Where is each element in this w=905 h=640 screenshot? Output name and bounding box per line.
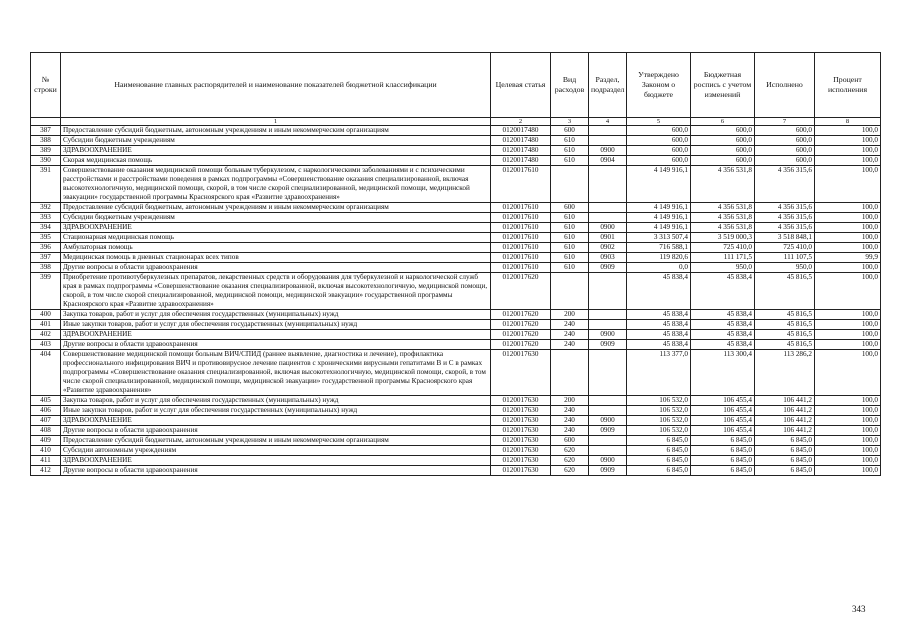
row-number: 391 <box>31 166 61 203</box>
executed-amount: 106 441,2 <box>755 406 815 416</box>
row-number: 406 <box>31 406 61 416</box>
executed-amount: 600,0 <box>755 126 815 136</box>
execution-percent: 100,0 <box>815 340 881 350</box>
row-number: 399 <box>31 273 61 310</box>
row-name: Другие вопросы в области здравоохранения <box>61 466 491 476</box>
row-name: ЗДРАВООХРАНЕНИЕ <box>61 146 491 156</box>
execution-percent: 100,0 <box>815 213 881 223</box>
budget-list-amount: 113 300,4 <box>691 350 755 396</box>
row-name: Другие вопросы в области здравоохранения <box>61 263 491 273</box>
target-article: 0120017480 <box>491 156 551 166</box>
expense-kind: 610 <box>551 146 589 156</box>
expense-kind: 610 <box>551 233 589 243</box>
column-number-cell: 2 <box>491 118 551 126</box>
page-number: 343 <box>852 604 866 614</box>
budget-list-amount: 4 356 531,8 <box>691 166 755 203</box>
execution-percent: 100,0 <box>815 263 881 273</box>
expense-kind: 610 <box>551 243 589 253</box>
section-code <box>589 350 627 396</box>
header-section: Раздел, подраздел <box>589 53 627 118</box>
expense-kind: 240 <box>551 416 589 426</box>
section-code <box>589 446 627 456</box>
row-name: Медицинская помощь в дневных стационарах всех типов <box>61 253 491 263</box>
header-approved: Утверждено Законом о бюджете <box>627 53 691 118</box>
approved-amount: 6 845,0 <box>627 436 691 446</box>
budget-list-amount: 600,0 <box>691 146 755 156</box>
target-article: 0120017480 <box>491 136 551 146</box>
section-code: 0909 <box>589 263 627 273</box>
budget-list-amount: 3 519 000,3 <box>691 233 755 243</box>
execution-percent: 100,0 <box>815 320 881 330</box>
approved-amount: 106 532,0 <box>627 426 691 436</box>
executed-amount: 3 518 848,1 <box>755 233 815 243</box>
budget-list-amount: 4 356 531,8 <box>691 213 755 223</box>
table-row <box>31 396 881 406</box>
table-row <box>31 456 881 466</box>
executed-amount: 4 356 315,6 <box>755 203 815 213</box>
execution-percent: 100,0 <box>815 436 881 446</box>
header-expense-kind: Вид расходов <box>551 53 589 118</box>
approved-amount: 4 149 916,1 <box>627 203 691 213</box>
budget-list-amount: 4 356 531,8 <box>691 223 755 233</box>
executed-amount: 4 356 315,6 <box>755 166 815 203</box>
table-row <box>31 466 881 476</box>
row-name: Приобретение противотуберкулезных препаратов, лекарственных средств и оборудования для туберкулезной и наркологической служб края в рамках подпрограммы «Совершенствование оказания специализированной, включая высокотехнологичную, медицинской помощи, скорой, в том числе скорой специализированной, медицинской помощи, медицинской эвакуации» государственной программы Красноярского края «Развитие здравоохранения» <box>61 273 491 310</box>
target-article: 0120017620 <box>491 273 551 310</box>
row-name: Другие вопросы в области здравоохранения <box>61 426 491 436</box>
table-row <box>31 126 881 136</box>
execution-percent: 100,0 <box>815 203 881 213</box>
row-number: 407 <box>31 416 61 426</box>
row-name: Совершенствование медицинской помощи больным ВИЧ/СПИД (раннее выявление, диагностика и лечение), профилактика профессионального инфицирования ВИЧ и противовирусное лечение пациентов с хроническими вирусными гепатитами В и С в рамках подпрограммы «Совершенствование оказания специализированной, включая высокотехнологичную, медицинской помощи, скорой, в том числе скорой специализированной, медицинской помощи, медицинской эвакуации» государственной программы Красноярского края «Развитие здравоохранения» <box>61 350 491 396</box>
row-number: 408 <box>31 426 61 436</box>
row-number: 405 <box>31 396 61 406</box>
row-name: Субсидии автономным учреждениям <box>61 446 491 456</box>
row-name: Закупка товаров, работ и услуг для обеспечения государственных (муниципальных) нужд <box>61 396 491 406</box>
row-name: ЗДРАВООХРАНЕНИЕ <box>61 456 491 466</box>
execution-percent: 100,0 <box>815 406 881 416</box>
approved-amount: 6 845,0 <box>627 466 691 476</box>
approved-amount: 4 149 916,1 <box>627 223 691 233</box>
table-row <box>31 273 881 310</box>
row-number: 393 <box>31 213 61 223</box>
expense-kind: 610 <box>551 156 589 166</box>
executed-amount: 6 845,0 <box>755 446 815 456</box>
header-row-number: № строки <box>31 53 61 118</box>
target-article: 0120017630 <box>491 426 551 436</box>
section-code <box>589 126 627 136</box>
table-row <box>31 156 881 166</box>
header-budget-list: Бюджетная роспись с учетом изменений <box>691 53 755 118</box>
execution-percent: 100,0 <box>815 126 881 136</box>
table-row <box>31 406 881 416</box>
execution-percent: 100,0 <box>815 396 881 406</box>
execution-percent: 99,9 <box>815 253 881 263</box>
section-code: 0901 <box>589 233 627 243</box>
executed-amount: 600,0 <box>755 156 815 166</box>
table-row <box>31 340 881 350</box>
target-article: 0120017630 <box>491 396 551 406</box>
section-code: 0909 <box>589 426 627 436</box>
execution-percent: 100,0 <box>815 330 881 340</box>
table-row <box>31 263 881 273</box>
section-code <box>589 136 627 146</box>
executed-amount: 45 816,5 <box>755 330 815 340</box>
execution-percent: 100,0 <box>815 350 881 396</box>
target-article: 0120017610 <box>491 166 551 203</box>
expense-kind: 240 <box>551 340 589 350</box>
approved-amount: 106 532,0 <box>627 396 691 406</box>
approved-amount: 6 845,0 <box>627 456 691 466</box>
table-row <box>31 213 881 223</box>
budget-list-amount: 4 356 531,8 <box>691 203 755 213</box>
column-number-cell <box>31 118 61 126</box>
row-number: 397 <box>31 253 61 263</box>
row-number: 401 <box>31 320 61 330</box>
target-article: 0120017630 <box>491 350 551 396</box>
target-article: 0120017610 <box>491 233 551 243</box>
row-number: 398 <box>31 263 61 273</box>
expense-kind <box>551 350 589 396</box>
executed-amount: 6 845,0 <box>755 436 815 446</box>
row-number: 396 <box>31 243 61 253</box>
budget-list-amount: 6 845,0 <box>691 446 755 456</box>
row-number: 392 <box>31 203 61 213</box>
header-executed: Исполнено <box>755 53 815 118</box>
table-row <box>31 243 881 253</box>
executed-amount: 600,0 <box>755 136 815 146</box>
executed-amount: 6 845,0 <box>755 466 815 476</box>
row-name: Предоставление субсидий бюджетным, автономным учреждениям и иным некоммерческим организациям <box>61 126 491 136</box>
row-number: 390 <box>31 156 61 166</box>
budget-list-amount: 106 455,4 <box>691 406 755 416</box>
section-code: 0900 <box>589 416 627 426</box>
approved-amount: 600,0 <box>627 126 691 136</box>
row-name: Иные закупки товаров, работ и услуг для обеспечения государственных (муниципальных) нужд <box>61 320 491 330</box>
execution-percent: 100,0 <box>815 156 881 166</box>
expense-kind: 200 <box>551 396 589 406</box>
executed-amount: 45 816,5 <box>755 320 815 330</box>
budget-list-amount: 45 838,4 <box>691 330 755 340</box>
table-row <box>31 166 881 203</box>
column-number-cell: 1 <box>61 118 491 126</box>
approved-amount: 45 838,4 <box>627 273 691 310</box>
execution-percent: 100,0 <box>815 416 881 426</box>
section-code <box>589 436 627 446</box>
expense-kind: 610 <box>551 253 589 263</box>
table-row <box>31 426 881 436</box>
approved-amount: 45 838,4 <box>627 330 691 340</box>
section-code <box>589 406 627 416</box>
row-name: Субсидии бюджетным учреждениям <box>61 213 491 223</box>
approved-amount: 716 588,1 <box>627 243 691 253</box>
expense-kind: 610 <box>551 263 589 273</box>
row-name: Скорая медицинская помощь <box>61 156 491 166</box>
budget-list-amount: 106 455,4 <box>691 396 755 406</box>
executed-amount: 4 356 315,6 <box>755 213 815 223</box>
executed-amount: 950,0 <box>755 263 815 273</box>
expense-kind: 620 <box>551 446 589 456</box>
column-number-cell: 3 <box>551 118 589 126</box>
target-article: 0120017630 <box>491 436 551 446</box>
approved-amount: 113 377,0 <box>627 350 691 396</box>
budget-list-amount: 6 845,0 <box>691 436 755 446</box>
budget-list-amount: 106 455,4 <box>691 416 755 426</box>
row-number: 402 <box>31 330 61 340</box>
table-row <box>31 416 881 426</box>
approved-amount: 45 838,4 <box>627 310 691 320</box>
expense-kind: 600 <box>551 126 589 136</box>
expense-kind: 610 <box>551 136 589 146</box>
row-number: 395 <box>31 233 61 243</box>
row-name: Предоставление субсидий бюджетным, автономным учреждениям и иным некоммерческим организациям <box>61 436 491 446</box>
row-name: ЗДРАВООХРАНЕНИЕ <box>61 330 491 340</box>
approved-amount: 119 820,6 <box>627 253 691 263</box>
target-article: 0120017630 <box>491 446 551 456</box>
row-name: Предоставление субсидий бюджетным, автономным учреждениям и иным некоммерческим организациям <box>61 203 491 213</box>
section-code <box>589 396 627 406</box>
expense-kind <box>551 166 589 203</box>
target-article: 0120017610 <box>491 223 551 233</box>
approved-amount: 4 149 916,1 <box>627 213 691 223</box>
execution-percent: 100,0 <box>815 136 881 146</box>
section-code: 0900 <box>589 146 627 156</box>
target-article: 0120017620 <box>491 310 551 320</box>
executed-amount: 4 356 315,6 <box>755 223 815 233</box>
execution-percent: 100,0 <box>815 166 881 203</box>
approved-amount: 0,0 <box>627 263 691 273</box>
execution-percent: 100,0 <box>815 273 881 310</box>
table-row <box>31 146 881 156</box>
column-number-cell: 4 <box>589 118 627 126</box>
section-code: 0902 <box>589 243 627 253</box>
row-number: 410 <box>31 446 61 456</box>
target-article: 0120017630 <box>491 406 551 416</box>
row-name: Другие вопросы в области здравоохранения <box>61 340 491 350</box>
section-code <box>589 166 627 203</box>
table-row <box>31 330 881 340</box>
approved-amount: 4 149 916,1 <box>627 166 691 203</box>
row-name: Совершенствование оказания медицинской помощи больным туберкулезом, с наркологическими заболеваниями и с психическими расстройствами и расстройствами поведения в рамках подпрограммы «Совершенствование оказания специализированной, включая высокотехнологичную, медицинской помощи, скорой, в том числе скорой специализированной, медицинской помощи, медицинской эвакуации» государственной программы Красноярского края «Развитие здравоохранения» <box>61 166 491 203</box>
row-number: 409 <box>31 436 61 446</box>
budget-list-amount: 600,0 <box>691 156 755 166</box>
budget-list-amount: 6 845,0 <box>691 466 755 476</box>
target-article: 0120017630 <box>491 416 551 426</box>
budget-list-amount: 45 838,4 <box>691 340 755 350</box>
approved-amount: 600,0 <box>627 136 691 146</box>
table-row <box>31 446 881 456</box>
target-article: 0120017620 <box>491 330 551 340</box>
table-row <box>31 223 881 233</box>
expense-kind: 620 <box>551 456 589 466</box>
budget-list-amount: 111 171,5 <box>691 253 755 263</box>
expense-kind: 600 <box>551 436 589 446</box>
row-name: ЗДРАВООХРАНЕНИЕ <box>61 416 491 426</box>
approved-amount: 106 532,0 <box>627 406 691 416</box>
executed-amount: 45 816,5 <box>755 310 815 320</box>
target-article: 0120017480 <box>491 146 551 156</box>
row-number: 394 <box>31 223 61 233</box>
executed-amount: 45 816,5 <box>755 273 815 310</box>
header-row <box>31 53 881 118</box>
expense-kind: 240 <box>551 426 589 436</box>
executed-amount: 45 816,5 <box>755 340 815 350</box>
target-article: 0120017610 <box>491 213 551 223</box>
execution-percent: 100,0 <box>815 233 881 243</box>
target-article: 0120017620 <box>491 320 551 330</box>
column-number-cell: 8 <box>815 118 881 126</box>
column-number-cell: 7 <box>755 118 815 126</box>
budget-list-amount: 45 838,4 <box>691 310 755 320</box>
table-row <box>31 320 881 330</box>
expense-kind: 610 <box>551 213 589 223</box>
execution-percent: 100,0 <box>815 146 881 156</box>
budget-list-amount: 45 838,4 <box>691 273 755 310</box>
table-row <box>31 253 881 263</box>
expense-kind: 240 <box>551 330 589 340</box>
execution-percent: 100,0 <box>815 456 881 466</box>
header-target-article: Целевая статья <box>491 53 551 118</box>
row-name: Амбулаторная помощь <box>61 243 491 253</box>
section-code <box>589 320 627 330</box>
row-name: Субсидии бюджетным учреждениям <box>61 136 491 146</box>
execution-percent: 100,0 <box>815 223 881 233</box>
expense-kind: 610 <box>551 223 589 233</box>
row-name: Иные закупки товаров, работ и услуг для обеспечения государственных (муниципальных) нужд <box>61 406 491 416</box>
executed-amount: 106 441,2 <box>755 396 815 406</box>
section-code: 0909 <box>589 466 627 476</box>
row-number: 389 <box>31 146 61 156</box>
execution-percent: 100,0 <box>815 446 881 456</box>
section-code: 0900 <box>589 456 627 466</box>
target-article: 0120017610 <box>491 203 551 213</box>
section-code: 0909 <box>589 340 627 350</box>
executed-amount: 6 845,0 <box>755 456 815 466</box>
section-code: 0904 <box>589 156 627 166</box>
budget-list-amount: 106 455,4 <box>691 426 755 436</box>
expense-kind: 200 <box>551 310 589 320</box>
row-number: 404 <box>31 350 61 396</box>
table-row <box>31 350 881 396</box>
expense-kind: 240 <box>551 406 589 416</box>
executed-amount: 113 286,2 <box>755 350 815 396</box>
budget-table <box>30 52 881 476</box>
approved-amount: 3 313 507,4 <box>627 233 691 243</box>
expense-kind: 240 <box>551 320 589 330</box>
row-number: 412 <box>31 466 61 476</box>
target-article: 0120017610 <box>491 253 551 263</box>
section-code <box>589 213 627 223</box>
table-row <box>31 136 881 146</box>
section-code <box>589 203 627 213</box>
execution-percent: 100,0 <box>815 426 881 436</box>
row-number: 411 <box>31 456 61 466</box>
row-number: 403 <box>31 340 61 350</box>
table-row <box>31 203 881 213</box>
execution-percent: 100,0 <box>815 310 881 320</box>
executed-amount: 111 107,5 <box>755 253 815 263</box>
approved-amount: 600,0 <box>627 146 691 156</box>
column-numbers-row <box>31 118 881 126</box>
section-code: 0900 <box>589 223 627 233</box>
budget-list-amount: 950,0 <box>691 263 755 273</box>
section-code <box>589 273 627 310</box>
target-article: 0120017630 <box>491 466 551 476</box>
row-number: 387 <box>31 126 61 136</box>
table-row <box>31 436 881 446</box>
table-row <box>31 233 881 243</box>
expense-kind: 600 <box>551 203 589 213</box>
budget-list-amount: 600,0 <box>691 126 755 136</box>
target-article: 0120017620 <box>491 340 551 350</box>
budget-list-amount: 45 838,4 <box>691 320 755 330</box>
executed-amount: 106 441,2 <box>755 426 815 436</box>
approved-amount: 6 845,0 <box>627 446 691 456</box>
execution-percent: 100,0 <box>815 243 881 253</box>
executed-amount: 725 410,0 <box>755 243 815 253</box>
approved-amount: 45 838,4 <box>627 320 691 330</box>
target-article: 0120017480 <box>491 126 551 136</box>
row-name: ЗДРАВООХРАНЕНИЕ <box>61 223 491 233</box>
target-article: 0120017610 <box>491 263 551 273</box>
target-article: 0120017610 <box>491 243 551 253</box>
section-code <box>589 310 627 320</box>
row-number: 400 <box>31 310 61 320</box>
row-number: 388 <box>31 136 61 146</box>
row-name: Закупка товаров, работ и услуг для обеспечения государственных (муниципальных) нужд <box>61 310 491 320</box>
column-number-cell: 5 <box>627 118 691 126</box>
expense-kind <box>551 273 589 310</box>
approved-amount: 600,0 <box>627 156 691 166</box>
budget-list-amount: 6 845,0 <box>691 456 755 466</box>
executed-amount: 600,0 <box>755 146 815 156</box>
target-article: 0120017630 <box>491 456 551 466</box>
budget-list-amount: 725 410,0 <box>691 243 755 253</box>
column-number-cell: 6 <box>691 118 755 126</box>
row-name: Стационарная медицинская помощь <box>61 233 491 243</box>
approved-amount: 45 838,4 <box>627 340 691 350</box>
section-code: 0903 <box>589 253 627 263</box>
executed-amount: 106 441,2 <box>755 416 815 426</box>
expense-kind: 620 <box>551 466 589 476</box>
section-code: 0900 <box>589 330 627 340</box>
header-name: Наименование главных распорядителей и наименование показателей бюджетной классификации <box>61 53 491 118</box>
table-row <box>31 310 881 320</box>
approved-amount: 106 532,0 <box>627 416 691 426</box>
execution-percent: 100,0 <box>815 466 881 476</box>
header-percent: Процент исполнения <box>815 53 881 118</box>
budget-list-amount: 600,0 <box>691 136 755 146</box>
